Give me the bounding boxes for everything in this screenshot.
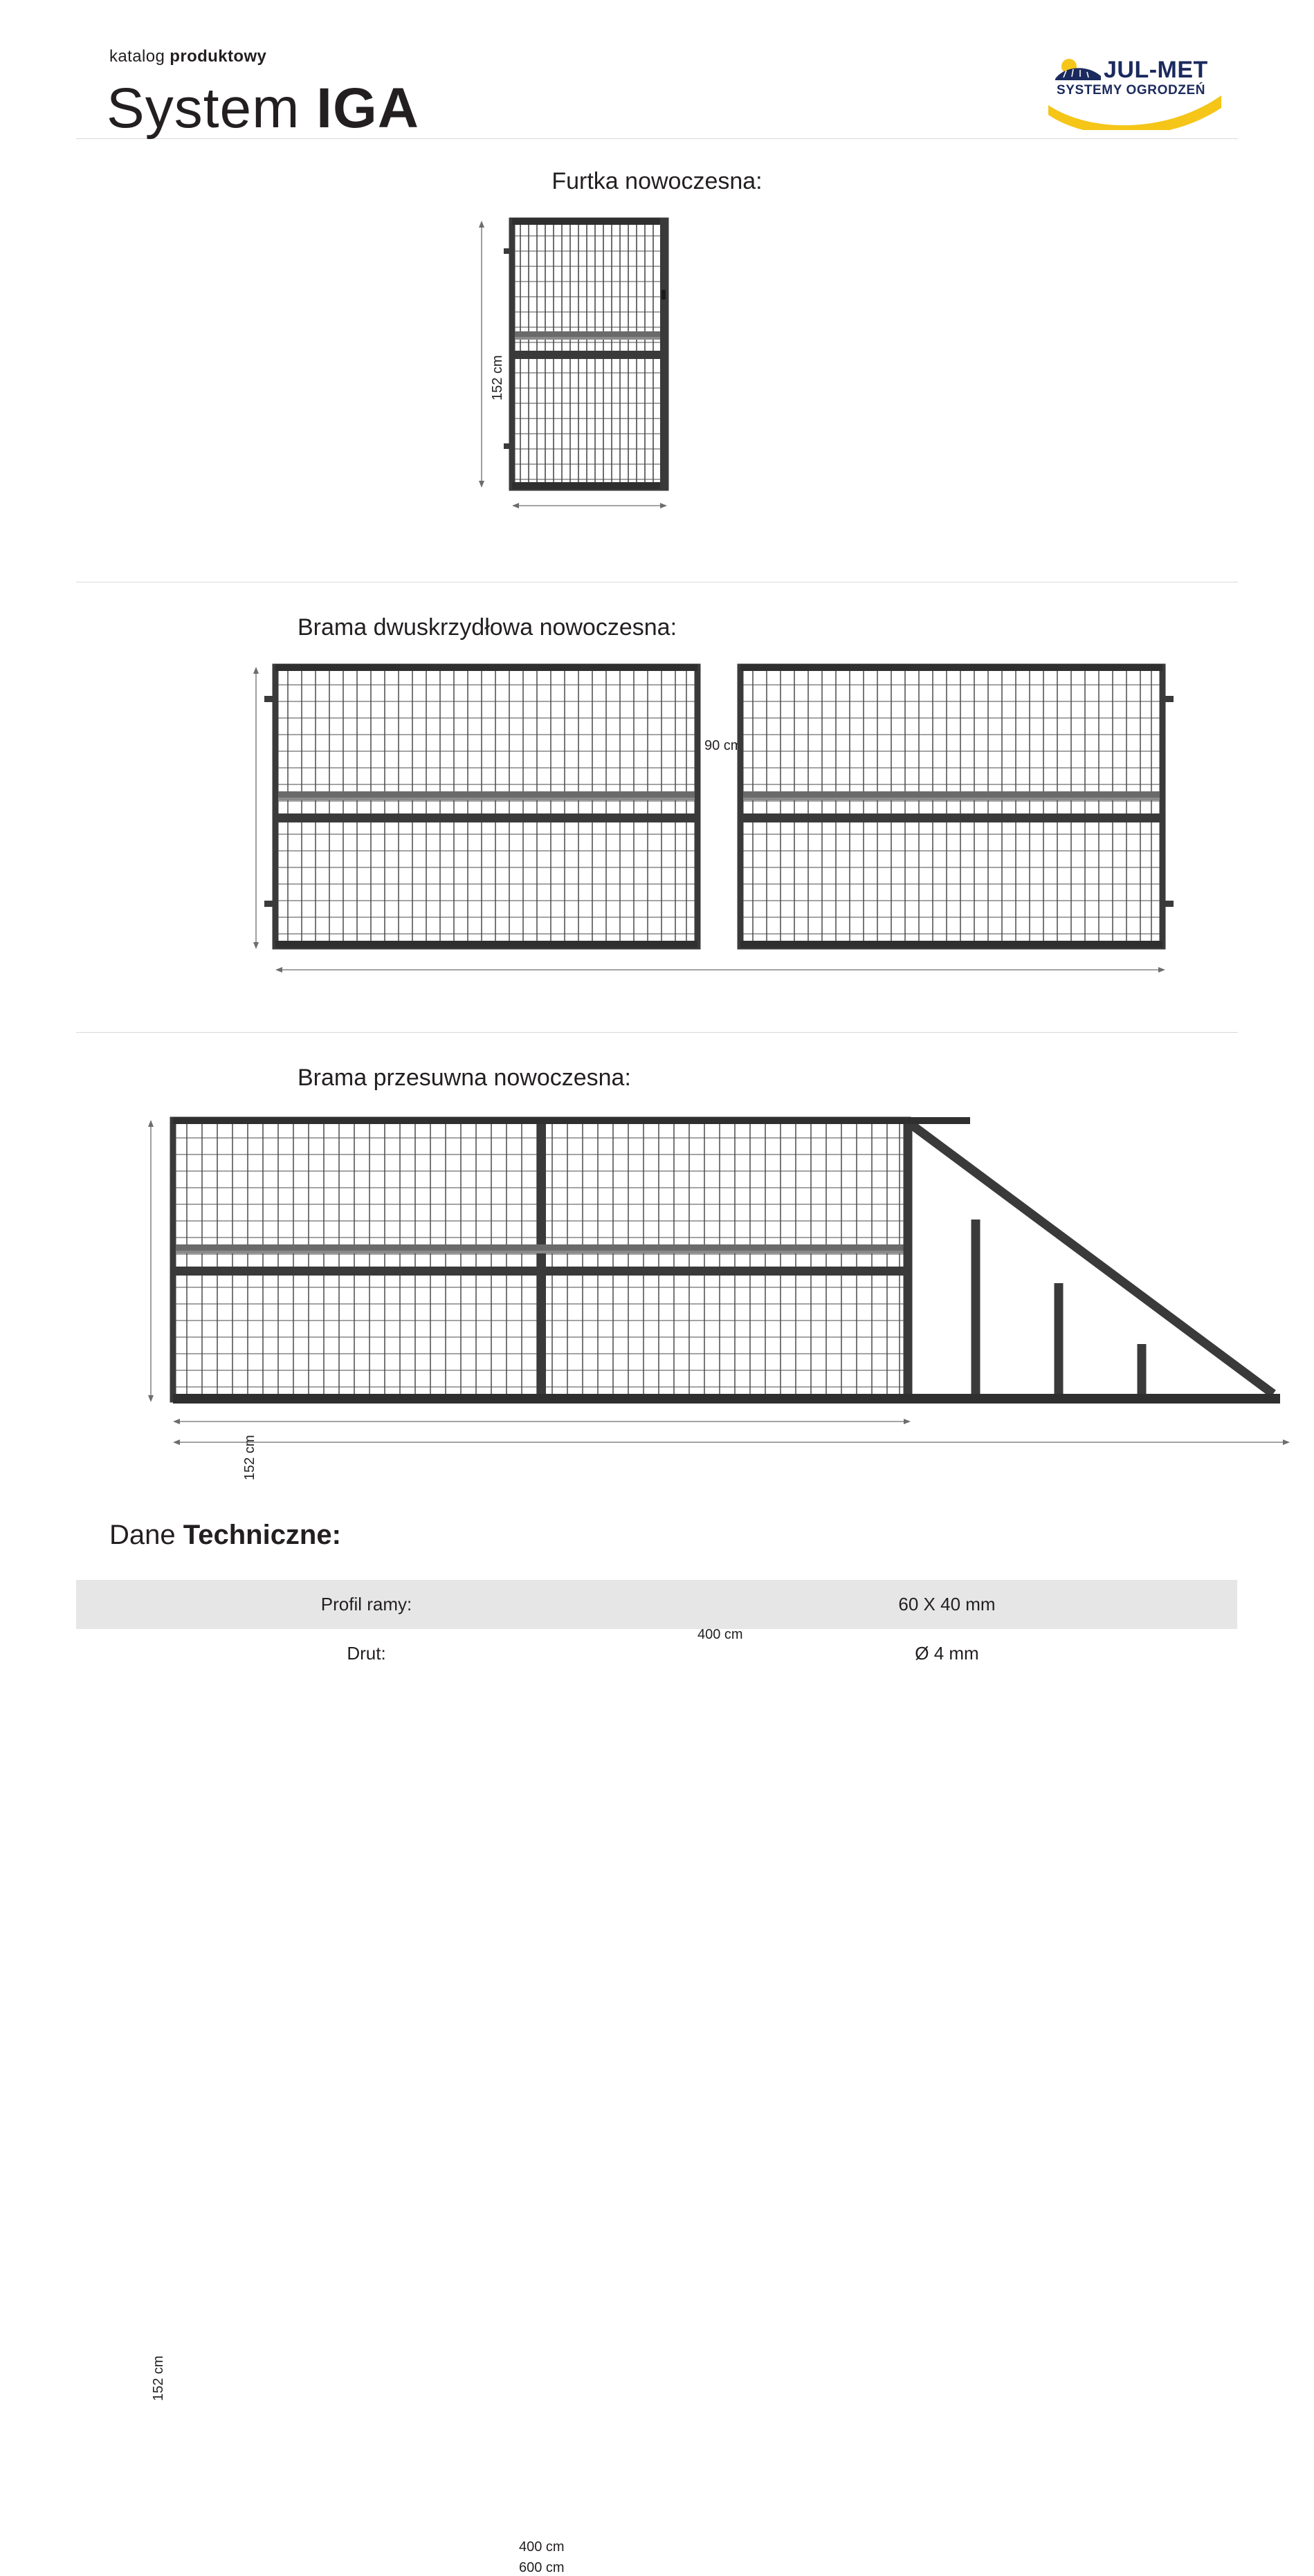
page-title xyxy=(107,76,419,141)
table-row xyxy=(76,1629,1237,1678)
furtka-width-label: 90 cm xyxy=(704,738,742,753)
furtka-height-label: 152 cm xyxy=(490,355,505,401)
brama-przesuwna-drawing xyxy=(69,1109,1301,1475)
title-bold: IGA xyxy=(316,77,419,140)
brama-dwuskrzydlowa-width-label: 400 cm xyxy=(697,1627,743,1642)
title-light: System xyxy=(107,77,317,140)
tech-row-value: 60 X 40 mm xyxy=(898,1594,996,1614)
logo-sun-fence-icon xyxy=(1054,55,1102,84)
tech-table xyxy=(76,1580,1237,1678)
tech-row-value: Ø 4 mm xyxy=(915,1643,979,1664)
section-title-furtka: Furtka nowoczesna: xyxy=(551,168,763,194)
kicker-plain: katalog xyxy=(109,47,170,66)
tech-heading-bold: Techniczne: xyxy=(183,1520,341,1550)
tech-row-label: Profil ramy: xyxy=(320,1594,412,1614)
logo-tagline: SYSTEMY OGRODZEŃ xyxy=(1057,83,1206,98)
brama-dwuskrzydlowa-height-label: 152 cm xyxy=(242,1435,257,1480)
tech-data-section xyxy=(76,1520,1238,1678)
page-header xyxy=(76,0,1238,138)
section-title-brama-przesuwna: Brama przesuwna nowoczesna: xyxy=(298,1065,631,1091)
jul-met-logo xyxy=(1044,54,1224,130)
section-title-brama-dwuskrzydlowa: Brama dwuskrzydłowa nowoczesna: xyxy=(298,614,677,641)
table-row xyxy=(76,1580,1237,1629)
tech-heading-light: Dane xyxy=(109,1520,183,1550)
brama-przesuwna-total-label: 600 cm xyxy=(519,2560,565,2575)
tech-row-label: Drut: xyxy=(347,1643,386,1664)
brama-przesuwna-height-label: 152 cm xyxy=(151,2355,166,2401)
furtka-drawing xyxy=(464,208,782,554)
catalog-kicker xyxy=(109,47,266,66)
brama-dwuskrzydlowa-drawing xyxy=(235,657,1204,1003)
kicker-bold: produktowy xyxy=(170,47,267,66)
logo-name: JUL-MET xyxy=(1104,57,1208,83)
tech-heading xyxy=(109,1520,1238,1551)
brama-przesuwna-width-label: 400 cm xyxy=(519,2539,565,2555)
